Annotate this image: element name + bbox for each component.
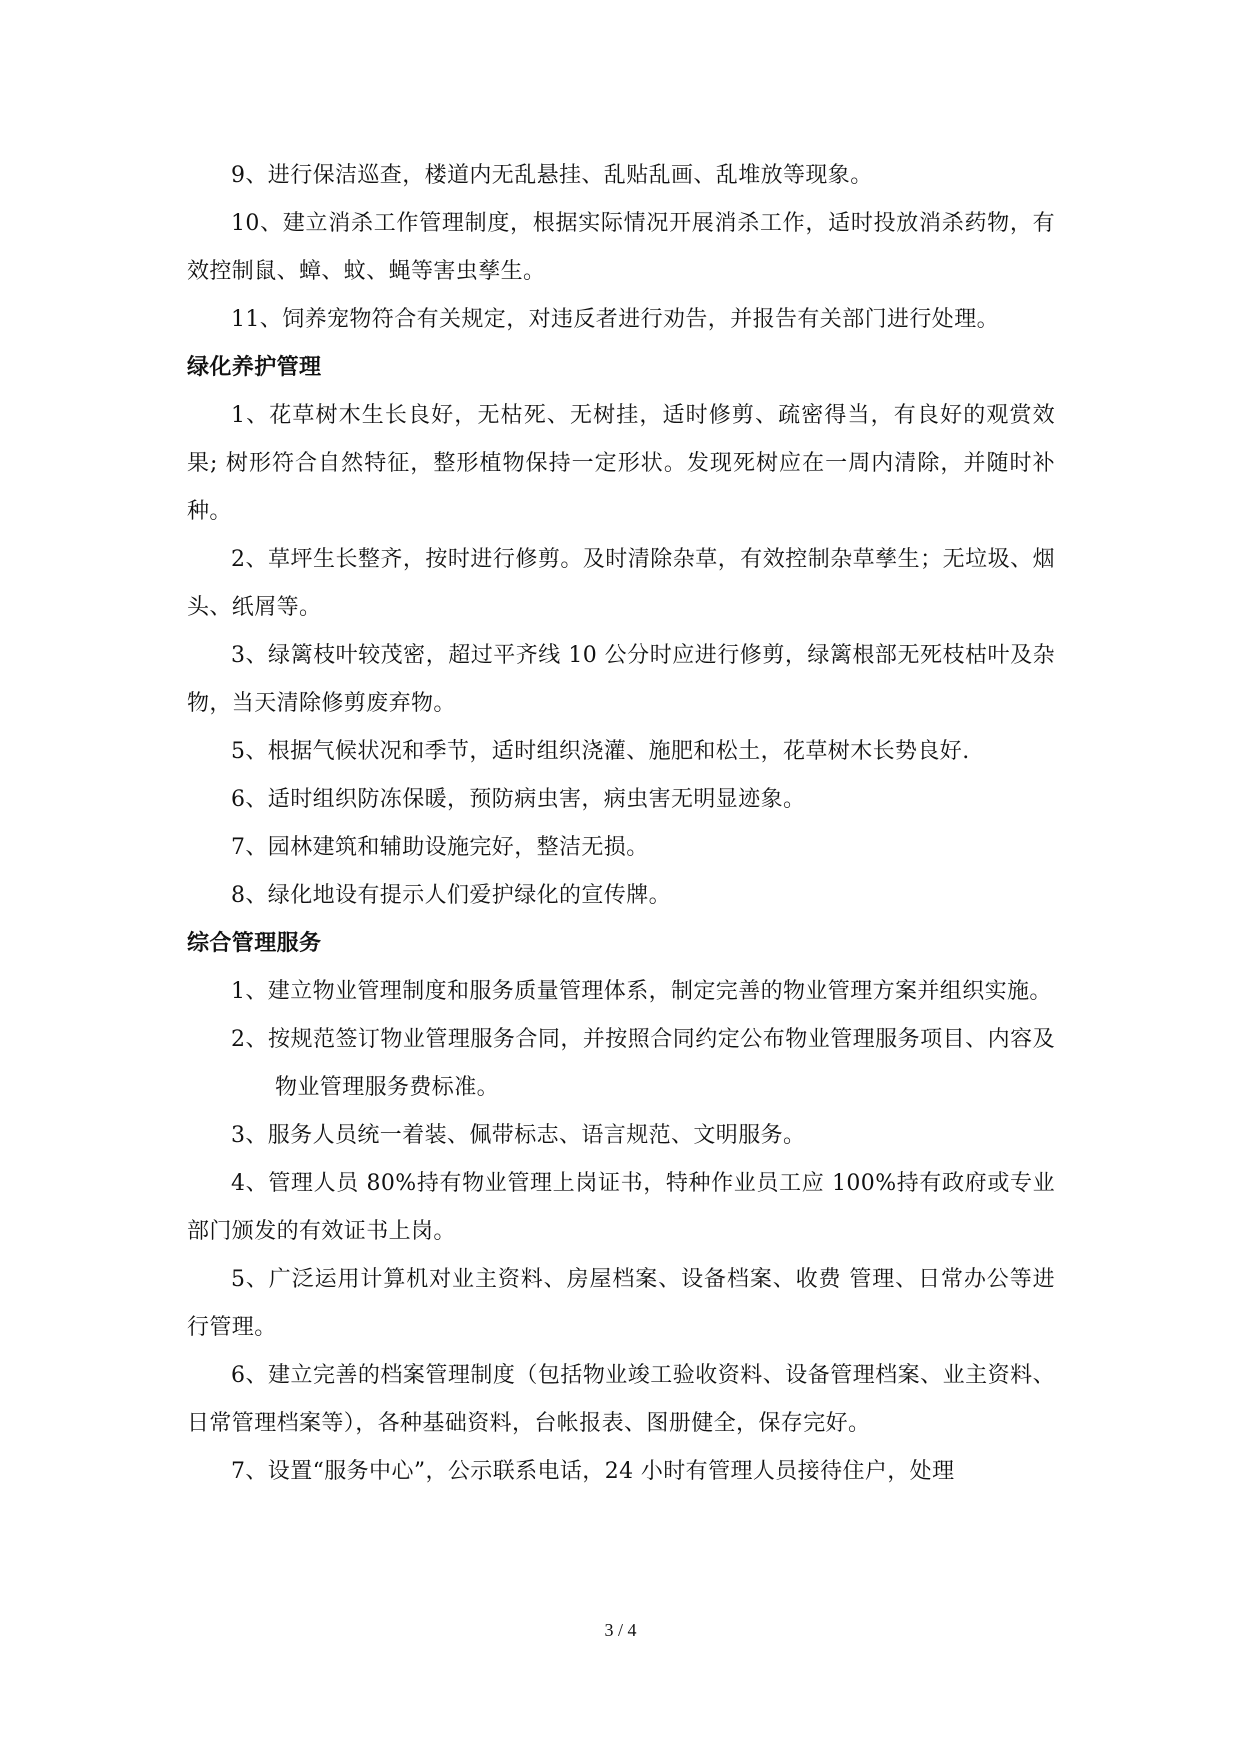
- greening-item-6: 6、适时组织防冻保暖，预防病虫害，病虫害无明显迹象。: [231, 787, 806, 812]
- greening-item-7: 7、园林建筑和辅助设施完好，整洁无损。: [231, 835, 649, 860]
- paragraph-cleaning-9: 9、进行保洁巡查，楼道内无乱悬挂、乱贴乱画、乱堆放等现象。: [231, 163, 873, 188]
- management-item-5: 5、广泛运用计算机对业主资料、房屋档案、设备档案、收费 管理、日常办公等进行管理。: [187, 1267, 1055, 1340]
- management-item-4: 4、管理人员 80%持有物业管理上岗证书，特种作业员工应 100%持有政府或专业部门颁发的有效证书上岗。: [187, 1171, 1055, 1244]
- document-body: [187, 152, 1055, 1496]
- page-number: 3 / 4: [604, 1620, 637, 1640]
- greening-item-8: 8、绿化地设有提示人们爱护绿化的宣传牌。: [231, 883, 671, 908]
- greening-item-1: 1、花草树木生长良好，无枯死、无树挂，适时修剪、疏密得当，有良好的观赏效果; 树形符合自然特征，整形植物保持一定形状。发现死树应在一周内清除，并随时补种。: [187, 403, 1055, 524]
- section-heading-management: 综合管理服务: [187, 931, 322, 956]
- management-item-1: 1、建立物业管理制度和服务质量管理体系，制定完善的物业管理方案并组织实施。: [231, 979, 1052, 1004]
- management-item-6: 6、建立完善的档案管理制度（包括物业竣工验收资料、设备管理档案、业主资料、日常管理档案等），各种基础资料，台帐报表、图册健全，保存完好。: [187, 1363, 1055, 1436]
- paragraph-pets-11: 11、饲养宠物符合有关规定，对违反者进行劝告，并报告有关部门进行处理。: [231, 307, 999, 332]
- management-item-3: 3、服务人员统一着装、佩带标志、语言规范、文明服务。: [231, 1123, 806, 1148]
- greening-item-2: 2、草坪生长整齐，按时进行修剪。及时清除杂草，有效控制杂草孳生；无垃圾、烟头、纸屑等。: [187, 547, 1055, 620]
- greening-item-3: 3、绿篱枝叶较茂密，超过平齐线 10 公分时应进行修剪，绿篱根部无死枝枯叶及杂物，当天清除修剪废弃物。: [187, 643, 1055, 716]
- section-heading-greening: 绿化养护管理: [187, 355, 322, 380]
- greening-item-5: 5、根据气候状况和季节，适时组织浇灌、施肥和松土，花草树木长势良好.: [231, 739, 970, 764]
- management-item-2: 2、按规范签订物业管理服务合同，并按照合同约定公布物业管理服务项目、内容及物业管理服务费标准。: [231, 1027, 1055, 1100]
- management-item-7: 7、设置“服务中心”，公示联系电话，24 小时有管理人员接待住户，处理: [231, 1459, 955, 1484]
- paragraph-pest-control-10: 10、建立消杀工作管理制度，根据实际情况开展消杀工作，适时投放消杀药物，有效控制鼠、蟑、蚊、蝇等害虫孳生。: [187, 211, 1055, 284]
